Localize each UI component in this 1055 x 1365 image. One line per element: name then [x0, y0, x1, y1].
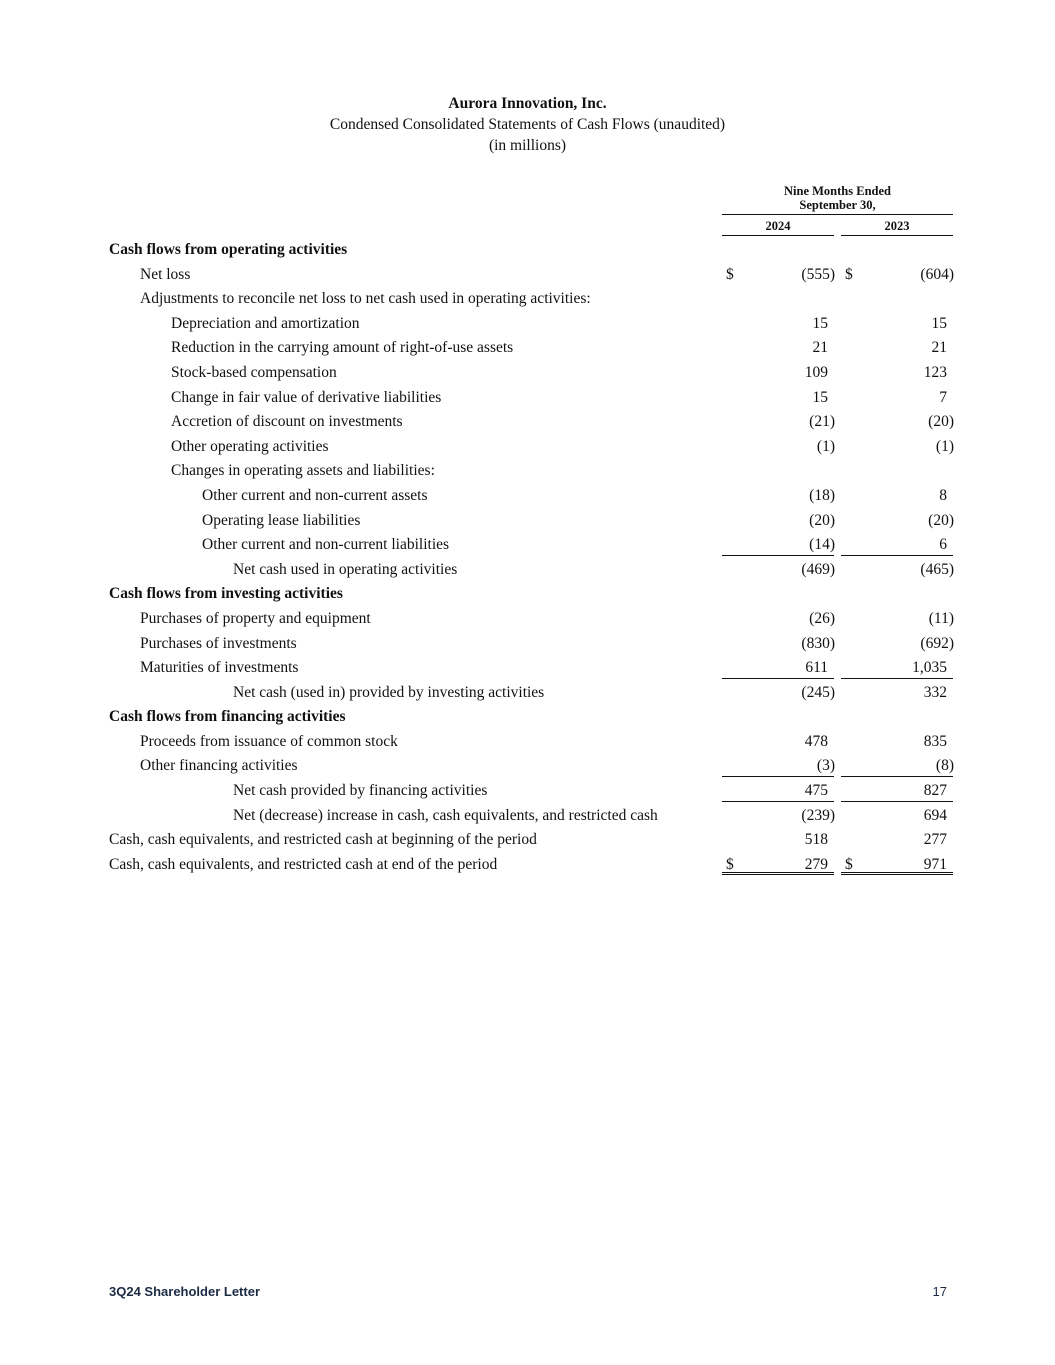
value-2024-cell — [722, 310, 834, 335]
value-2024-cell — [722, 507, 834, 532]
table-row — [0, 507, 1055, 532]
row-label: Other operating activities — [171, 437, 329, 455]
row-value: 15 — [931, 314, 947, 332]
value-2024-cell — [722, 482, 834, 507]
value-2023-cell — [841, 630, 953, 655]
row-value: (18) — [809, 486, 835, 504]
row-value: 8 — [939, 486, 947, 504]
year-2024-header: 2024 — [765, 219, 791, 233]
row-value: 21 — [812, 339, 828, 357]
statement-header — [0, 93, 1055, 156]
row-value: (555) — [801, 265, 835, 283]
row-value: (830) — [801, 634, 835, 652]
table-row — [0, 826, 1055, 851]
currency-symbol: $ — [845, 855, 853, 873]
row-value: (469) — [801, 560, 835, 578]
table-row — [0, 359, 1055, 384]
period-header — [722, 184, 953, 212]
row-value: 279 — [804, 855, 828, 873]
row-value: (11) — [928, 609, 954, 627]
units-note: (in millions) — [488, 137, 567, 154]
table-row — [0, 802, 1055, 827]
row-value: (692) — [920, 634, 954, 652]
row-label: Purchases of property and equipment — [140, 609, 371, 627]
row-value: 611 — [805, 659, 828, 677]
row-value: (239) — [801, 806, 835, 824]
footer-title: 3Q24 Shareholder Letter — [109, 1284, 260, 1299]
row-label: Net (decrease) increase in cash, cash equivalents, and restricted cash — [233, 806, 658, 824]
table-row — [0, 310, 1055, 335]
value-2023-cell — [841, 605, 953, 630]
value-2024-cell — [722, 433, 834, 458]
value-2024-cell — [722, 384, 834, 409]
row-value: 475 — [804, 782, 828, 800]
row-label: Proceeds from issuance of common stock — [140, 732, 398, 750]
table-row — [0, 679, 1055, 704]
row-label: Other financing activities — [140, 757, 298, 775]
row-label: Net cash (used in) provided by investing activities — [233, 683, 545, 701]
value-2024-cell — [722, 752, 834, 777]
value-2024-cell — [722, 408, 834, 433]
table-row — [0, 777, 1055, 802]
row-value: 835 — [923, 732, 947, 750]
page-number: 17 — [932, 1284, 947, 1299]
row-label: Net loss — [140, 265, 191, 283]
table-row — [0, 457, 1055, 482]
value-2023-cell — [841, 752, 953, 777]
row-label: Changes in operating assets and liabilities: — [171, 462, 435, 480]
row-value: (465) — [920, 560, 954, 578]
row-label: Operating lease liabilities — [202, 511, 361, 529]
row-value: 518 — [804, 831, 828, 849]
value-2024-cell — [722, 605, 834, 630]
period-line1: Nine Months Ended — [784, 184, 891, 198]
row-label: Change in fair value of derivative liabilities — [171, 388, 442, 406]
row-label: Net cash used in operating activities — [233, 560, 458, 578]
value-2024-cell — [722, 728, 834, 753]
value-2023-cell — [841, 310, 953, 335]
row-value: (604) — [920, 265, 954, 283]
row-value: (1) — [816, 437, 835, 455]
row-label: Maturities of investments — [140, 659, 299, 677]
row-label: Reduction in the carrying amount of right-of-use assets — [171, 339, 514, 357]
section-heading-row — [0, 703, 1055, 728]
table-row — [0, 752, 1055, 777]
row-value: (14) — [809, 536, 835, 554]
statement-title: Condensed Consolidated Statements of Cash Flows (unaudited) — [329, 116, 726, 133]
value-2024-cell — [722, 630, 834, 655]
row-label: Net cash provided by financing activities — [233, 782, 488, 800]
row-value: 123 — [923, 363, 947, 381]
value-2024-cell — [722, 777, 834, 802]
row-value: 15 — [812, 314, 828, 332]
row-value: (1) — [935, 437, 954, 455]
year-2023-header: 2023 — [884, 219, 910, 233]
period-line2: September 30, — [799, 198, 876, 212]
row-value: (245) — [801, 683, 835, 701]
currency-symbol: $ — [726, 855, 734, 873]
currency-symbol: $ — [845, 265, 853, 283]
value-2024-cell — [722, 802, 834, 827]
value-2024-cell — [722, 679, 834, 704]
value-2024-cell — [722, 654, 834, 679]
value-2024-cell — [722, 261, 834, 286]
row-value: 1,035 — [912, 659, 947, 677]
table-row — [0, 261, 1055, 286]
cash-flow-table — [0, 236, 1055, 875]
section-heading-row — [0, 580, 1055, 605]
table-row — [0, 605, 1055, 630]
value-2023-cell — [841, 433, 953, 458]
table-row — [0, 334, 1055, 359]
row-label: Purchases of investments — [140, 634, 297, 652]
value-2023-cell — [841, 777, 953, 802]
value-2023-cell — [841, 679, 953, 704]
period-header-rule — [722, 214, 953, 215]
table-row — [0, 408, 1055, 433]
value-2024-cell — [722, 851, 834, 876]
value-2023-cell — [841, 826, 953, 851]
table-row — [0, 285, 1055, 310]
row-label: Depreciation and amortization — [171, 314, 360, 332]
row-value: (20) — [928, 511, 954, 529]
value-2023-cell — [841, 851, 953, 876]
row-label: Adjustments to reconcile net loss to net cash used in operating activities: — [140, 290, 591, 308]
company-name: Aurora Innovation, Inc. — [448, 95, 607, 112]
value-2023-cell — [841, 408, 953, 433]
value-2023-cell — [841, 482, 953, 507]
value-2024-cell — [722, 334, 834, 359]
table-row — [0, 531, 1055, 556]
row-value: (20) — [928, 413, 954, 431]
value-2023-cell — [841, 654, 953, 679]
row-label: Cash, cash equivalents, and restricted cash at beginning of the period — [109, 831, 537, 849]
row-value: 277 — [923, 831, 947, 849]
row-label: Cash flows from operating activities — [109, 241, 348, 258]
row-value: 332 — [923, 683, 947, 701]
value-2023-cell — [841, 531, 953, 556]
row-label: Other current and non-current liabilities — [202, 536, 450, 554]
row-value: (20) — [809, 511, 835, 529]
value-2023-cell — [841, 556, 953, 581]
value-2024-cell — [722, 556, 834, 581]
table-row — [0, 482, 1055, 507]
table-row — [0, 556, 1055, 581]
row-value: 109 — [804, 363, 828, 381]
table-row — [0, 728, 1055, 753]
currency-symbol: $ — [726, 265, 734, 283]
row-value: (8) — [935, 757, 954, 775]
row-value: 827 — [923, 782, 947, 800]
row-value: (21) — [809, 413, 835, 431]
row-value: 6 — [939, 536, 947, 554]
row-label: Cash, cash equivalents, and restricted cash at end of the period — [109, 855, 498, 873]
row-value: 478 — [804, 732, 828, 750]
value-2023-cell — [841, 359, 953, 384]
row-label: Accretion of discount on investments — [171, 413, 403, 431]
value-2023-cell — [841, 384, 953, 409]
row-label: Other current and non-current assets — [202, 486, 428, 504]
value-2023-cell — [841, 507, 953, 532]
row-value: 15 — [812, 388, 828, 406]
row-value: (26) — [809, 609, 835, 627]
row-label: Cash flows from financing activities — [109, 708, 346, 726]
table-row — [0, 851, 1055, 876]
value-2024-cell — [722, 359, 834, 384]
value-2023-cell — [841, 261, 953, 286]
row-value: 7 — [939, 388, 947, 406]
row-value: 21 — [931, 339, 947, 357]
table-row — [0, 433, 1055, 458]
row-label: Cash flows from investing activities — [109, 585, 343, 603]
row-value: 694 — [923, 806, 947, 824]
table-row — [0, 630, 1055, 655]
row-label: Stock-based compensation — [171, 363, 337, 381]
table-row — [0, 654, 1055, 679]
value-2023-cell — [841, 334, 953, 359]
table-row — [0, 384, 1055, 409]
value-2023-cell — [841, 802, 953, 827]
value-2023-cell — [841, 728, 953, 753]
value-2024-cell — [722, 826, 834, 851]
value-2024-cell — [722, 531, 834, 556]
section-heading-row — [0, 236, 1055, 261]
row-value: (3) — [816, 757, 835, 775]
row-value: 971 — [923, 855, 947, 873]
